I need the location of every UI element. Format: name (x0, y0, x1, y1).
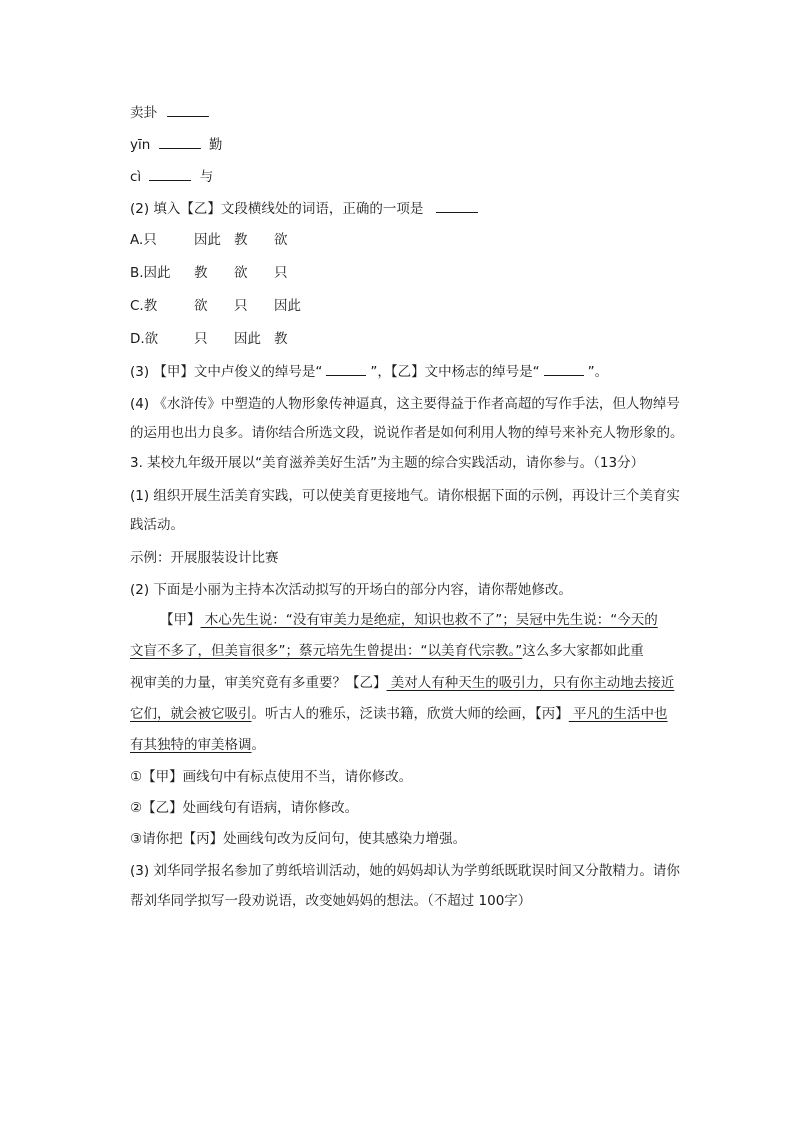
question-3-part2: ”，【乙】文中杨志的绰号是“ (370, 364, 540, 380)
item-maigua (130, 102, 209, 123)
item-yin-prefix: yīn (130, 137, 151, 153)
task-2: ②【乙】处画线句有语病，请你修改。 (130, 800, 359, 816)
question-3-part1: (3) 【甲】文中卢俊义的绰号是“ (130, 364, 323, 380)
option-c-label: C.教 (130, 298, 158, 314)
option-word: 因此 (194, 232, 221, 248)
item-maigua-text: 卖卦 (130, 105, 157, 121)
passage-underline-yi-2: 它们，就会被它吸引 (130, 706, 252, 722)
answer-blank[interactable] (167, 102, 209, 117)
item-yin-suffix: 勤 (208, 137, 223, 153)
option-word: 教 (274, 331, 288, 347)
section-3-sub1-line2: 践活动。 (130, 517, 184, 533)
option-b-label: B.因此 (130, 265, 171, 281)
option-a[interactable] (130, 230, 288, 250)
section-3-example: 示例：开展服装设计比赛 (130, 550, 279, 566)
question-2-stem (130, 198, 478, 219)
passage-underline-jia-2: 文盲不多了，但美盲很多”；蔡元培先生曾提出：“以美育代宗教。” (130, 643, 523, 659)
option-word: 因此 (234, 331, 261, 347)
passage-text: 视审美的力量，审美究竟有多重要？【乙】 (130, 675, 387, 691)
passage-line-3 (130, 673, 674, 693)
task-3: ③请你把【丙】处画线句改为反问句，使其感染力增强。 (130, 831, 467, 847)
option-word: 因此 (274, 298, 301, 314)
option-d[interactable] (130, 329, 288, 349)
item-yin (130, 134, 222, 155)
question-2-text: (2) 填入【乙】文段横线处的词语，正确的一项是 (130, 201, 424, 217)
section-3-sub3-line2: 帮刘华同学拟写一段劝说语，改变她妈妈的想法。（不超过 100字） (130, 893, 532, 909)
option-b[interactable] (130, 263, 288, 283)
question-4-line2: 的运用也出力良多。请你结合所选文段，说说作者是如何利用人物的绰号来补充人物形象的。 (130, 425, 684, 441)
task-1: ①【甲】画线句中有标点使用不当，请你修改。 (130, 769, 413, 785)
section-3-sub1-line1: (1) 组织开展生活美育实践，可以使美育更接地气。请你根据下面的示例，再设计三个美育实 (130, 488, 680, 504)
option-word: 只 (274, 265, 288, 281)
passage-line-5 (130, 735, 265, 755)
answer-blank[interactable] (149, 166, 191, 181)
answer-blank[interactable] (326, 361, 366, 376)
passage-text: 这么多大家都如此重 (522, 643, 644, 659)
passage-line-1 (160, 610, 658, 630)
question-4-line1: (4) 《水浒传》中塑造的人物形象传神逼真，这主要得益于作者高超的写作手法，但人物绰号 (130, 396, 680, 412)
passage-line-4 (130, 704, 668, 724)
item-ci-prefix: cì (130, 169, 142, 185)
passage-underline-yi-1: 美对人有种天生的吸引力，只有你主动地去接近 (386, 675, 675, 691)
item-ci-suffix: 与 (199, 169, 214, 185)
passage-line-2 (130, 641, 644, 661)
answer-blank[interactable] (159, 134, 201, 149)
item-ci (130, 166, 213, 187)
passage-underline-jia-1: 木心先生说：“没有审美力是绝症，知识也救不了”；吴冠中先生说：“今天的 (200, 612, 658, 628)
answer-blank[interactable] (544, 361, 584, 376)
option-c[interactable] (130, 296, 301, 316)
passage-underline-bing-1: 平凡的生活中也 (568, 706, 668, 722)
option-word: 欲 (234, 265, 248, 281)
passage-label-jia: 【甲】 (160, 612, 201, 628)
option-word: 欲 (194, 298, 208, 314)
passage-underline-bing-2: 有其独特的审美格调 (130, 737, 252, 753)
option-word: 欲 (274, 232, 288, 248)
passage-text: 。听古人的雅乐，泛读书籍，欣赏大师的绘画，【丙】 (251, 706, 569, 722)
section-3-title: 3. 某校九年级开展以“美育滋养美好生活”为主题的综合实践活动，请你参与。（13分） (130, 455, 645, 471)
question-3-part3: ”。 (587, 364, 609, 380)
answer-blank[interactable] (436, 198, 478, 213)
passage-text: 。 (251, 737, 265, 753)
option-a-label: A.只 (130, 232, 157, 248)
option-word: 教 (194, 265, 208, 281)
option-word: 只 (194, 331, 208, 347)
question-3 (130, 361, 608, 382)
section-3-sub2: (2) 下面是小丽为主持本次活动拟写的开场白的部分内容，请你帮她修改。 (130, 582, 572, 598)
option-d-label: D.欲 (130, 331, 159, 347)
section-3-sub3-line1: (3) 刘华同学报名参加了剪纸培训活动，她的妈妈却认为学剪纸既耽误时间又分散精力。请你 (130, 863, 680, 879)
option-word: 教 (234, 232, 248, 248)
option-word: 只 (234, 298, 248, 314)
